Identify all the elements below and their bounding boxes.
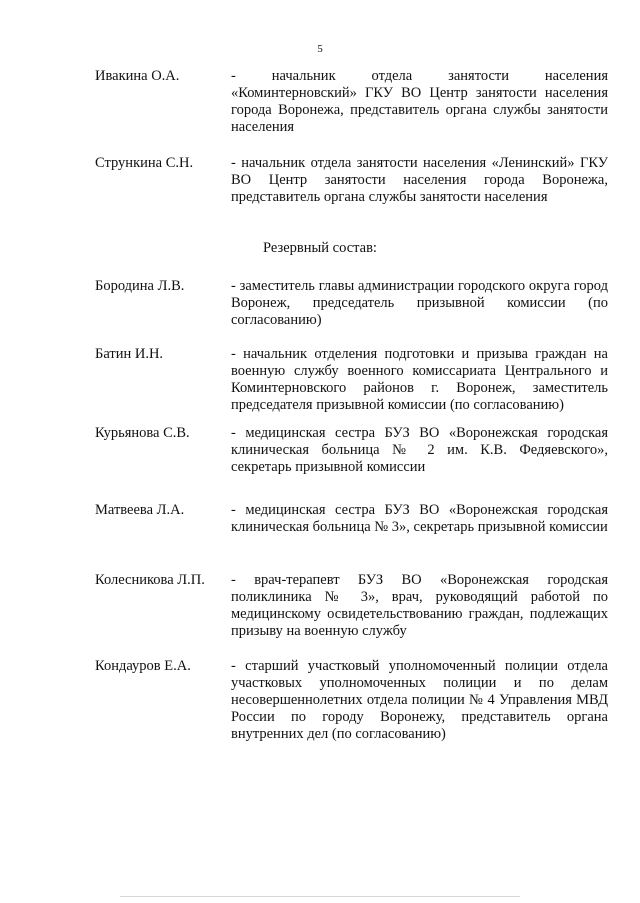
member-name: Ивакина О.А. [95, 68, 180, 84]
member-name: Стрункина С.Н. [95, 155, 194, 171]
member-role: - начальник отдела занятости населения «Ленинский» ГКУ ВО Центр занятости населения города Воронежа, представитель органа службы занятости населения [231, 155, 608, 205]
member-role: - медицинская сестра БУЗ ВО «Воронежская городская клиническая больница № 2 им. К.В. Федяевского», секретарь призывной комиссии [231, 425, 608, 475]
member-name: Кондауров Е.А. [95, 658, 191, 674]
page-bottom-edge [120, 896, 520, 897]
member-role: - начальник отдела занятости населения «Коминтерновский» ГКУ ВО Центр занятости населения города Воронежа, представитель органа службы занятости населения [231, 68, 608, 135]
member-name: Курьянова С.В. [95, 425, 190, 441]
reserve-section-title: Резервный состав: [263, 240, 377, 256]
member-name: Батин И.Н. [95, 346, 164, 362]
member-role: - врач-терапевт БУЗ ВО «Воронежская городская поликлиника № 3», врач, руководящий работой по медицинскому освидетельствованию граждан, подлежащих призыву на военную службу [231, 572, 608, 639]
member-role: - начальник отделения подготовки и призыва граждан на военную службу военного комиссариата Центрального и Коминтерновского районов г. Воронеж, заместитель председателя призывной комиссии (по согласованию) [231, 346, 608, 413]
member-name: Матвеева Л.А. [95, 502, 185, 518]
member-role: - старший участковый уполномоченный полиции отдела участковых уполномоченных полиции и по делам несовершеннолетних отдела полиции № 4 Управления МВД России по городу Воронежу, представитель органа внутренних дел (по согласованию) [231, 658, 608, 742]
page-number: 5 [317, 43, 323, 55]
member-role: - заместитель главы администрации городского округа город Воронеж, председатель призывной комиссии (по согласованию) [231, 278, 608, 328]
member-name: Бородина Л.В. [95, 278, 185, 294]
member-name: Колесникова Л.П. [95, 572, 205, 588]
member-role: - медицинская сестра БУЗ ВО «Воронежская городская клиническая больница № 3», секретарь призывной комиссии [231, 502, 608, 535]
